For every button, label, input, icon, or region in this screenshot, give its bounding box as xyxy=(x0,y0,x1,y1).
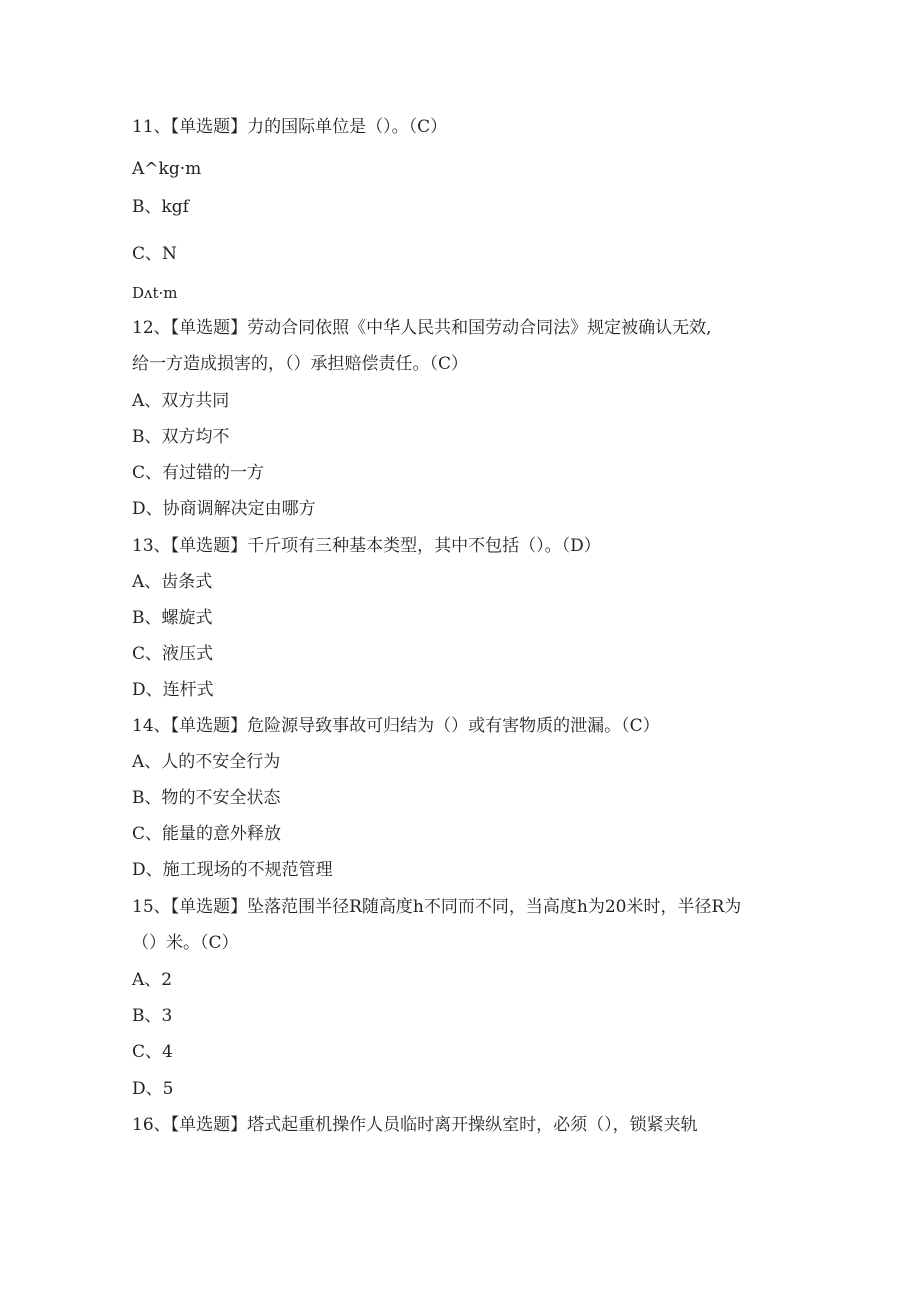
question-14-option-c: C、能量的意外释放 xyxy=(132,824,282,844)
question-11-stem: 11、【单选题】力的国际单位是（）。（C） xyxy=(132,117,448,137)
question-15-option-a: A、2 xyxy=(132,970,173,990)
question-12-stem-line-2: 给一方造成损害的，（）承担赔偿责任。（C） xyxy=(132,354,469,374)
question-15-option-c: C、4 xyxy=(132,1042,173,1062)
question-11-option-c: C、N xyxy=(132,244,177,264)
question-12-stem-line-1: 12、【单选题】劳动合同依照《中华人民共和国劳动合同法》规定被确认无效, xyxy=(132,318,712,338)
question-12-option-a: A、双方共同 xyxy=(132,391,230,411)
question-12-option-b: B、双方均不 xyxy=(132,427,230,447)
question-14-option-b: B、物的不安全状态 xyxy=(132,788,281,808)
question-14-option-d: D、施工现场的不规范管理 xyxy=(132,860,333,880)
question-14-option-a: A、人的不安全行为 xyxy=(132,752,281,772)
question-11-option-b: B、kgf xyxy=(132,197,189,217)
question-13-option-d: D、连杆式 xyxy=(132,680,214,700)
question-15-option-d: D、5 xyxy=(132,1079,174,1099)
question-13-option-b: B、螺旋式 xyxy=(132,608,213,628)
question-15-stem-line-2: （）米。（C） xyxy=(132,933,239,953)
question-11-option-a: A^kg·m xyxy=(132,159,202,179)
question-16-stem: 16、【单选题】塔式起重机操作人员临时离开操纵室时，必须（），锁紧夹轨 xyxy=(132,1115,698,1135)
question-15-option-b: B、3 xyxy=(132,1006,173,1026)
question-11-option-d: Dʌt·m xyxy=(132,284,178,302)
question-12-option-d: D、协商调解决定由哪方 xyxy=(132,499,316,519)
question-15-stem-line-1: 15、【单选题】坠落范围半径R随高度h不同而不同，当高度h为20米时，半径R为 xyxy=(132,897,742,917)
question-12-option-c: C、有过错的一方 xyxy=(132,463,265,483)
question-14-stem: 14、【单选题】危险源导致事故可归结为（）或有害物质的泄漏。（C） xyxy=(132,716,660,736)
question-13-option-a: A、齿条式 xyxy=(132,572,213,592)
question-13-option-c: C、液压式 xyxy=(132,644,214,664)
question-13-stem: 13、【单选题】千斤项有三种基本类型，其中不包括（）。（D） xyxy=(132,536,601,556)
